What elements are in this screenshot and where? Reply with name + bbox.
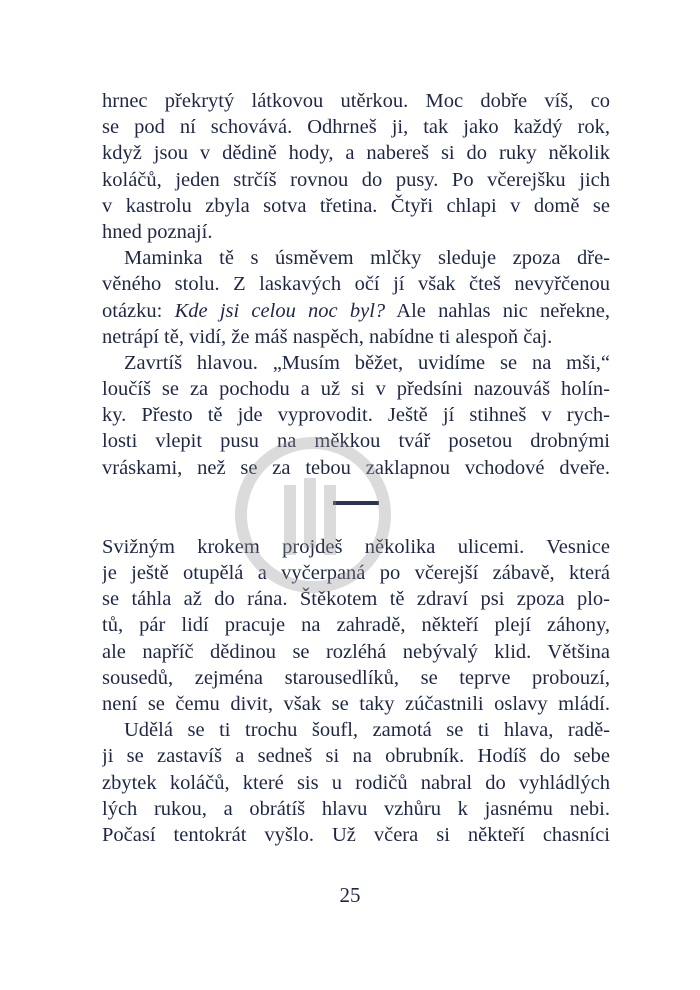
page-number: 25 bbox=[339, 883, 361, 907]
text-line: lých rukou, a obrátíš hlavu vzhůru k jasnému nebi. bbox=[102, 797, 610, 820]
text-line: zbytek koláčů, které sis u rodičů nabral do vyhládlých bbox=[102, 771, 610, 794]
text-line: vráskami, než se za tebou zaklapnou vchodové dveře. bbox=[102, 456, 610, 479]
text-line: tů, pár lidí pracuje na zahradě, někteří plejí záhony, bbox=[102, 614, 610, 637]
text-line: loučíš se za pochodu a už si v předsíni nazouváš holín- bbox=[102, 378, 610, 401]
text-line: věného stolu. Z laskavých očí jí však čteš nevyřčenou bbox=[102, 273, 610, 296]
text-line: když jsou v dědině hody, a nabereš si do ruky několik bbox=[102, 142, 610, 165]
text-line: se táhla až do rána. Štěkotem tě zdraví psi zpoza plo- bbox=[102, 588, 610, 611]
text-line: ji se zastavíš a sedneš si na obrubník. Hodíš do sebe bbox=[102, 745, 610, 768]
text-line: není se čemu divit, však se taky zúčastnili oslavy mládí. bbox=[102, 692, 610, 715]
text-line: hrnec překrytý látkovou utěrkou. Moc dobře víš, co bbox=[102, 90, 610, 112]
text-line: v kastrolu zbyla sotva třetina. Čtyři chlapi v domě se bbox=[102, 194, 610, 217]
text-line: se pod ní schovává. Odhrneš ji, tak jako každý rok, bbox=[102, 116, 610, 139]
text-line-question bbox=[102, 298, 610, 324]
text-line: netrápí tě, vidí, že máš naspěch, nabídne ti alespoň čaj. bbox=[102, 325, 553, 348]
watermark-icon bbox=[228, 430, 398, 600]
text-line: Maminka tě s úsměvem mlčky sleduje zpoza dře- bbox=[124, 247, 610, 270]
text-line: Zavrtíš hlavou. „Musím běžet, uvidíme se na mši,“ bbox=[124, 351, 610, 374]
text-line: hned poznají. bbox=[102, 220, 213, 243]
text-line: sousedů, zejména starousedlíků, se teprve probouzí, bbox=[102, 666, 610, 689]
text-line: ale napříč dědinou se rozléhá nebývalý klid. Většina bbox=[102, 640, 610, 663]
text-line: koláčů, jeden strčíš rovnou do pusy. Po včerejšku jich bbox=[102, 168, 610, 191]
question-prefix: otázku: bbox=[102, 299, 175, 322]
question-suffix: Ale nahlas nic neřekne, bbox=[385, 299, 610, 322]
text-line: Počasí tentokrát vyšlo. Už včera si někteří chasníci bbox=[102, 823, 610, 846]
text-line: je ještě otupělá a vyčerpaná po včerejší zábavě, která bbox=[102, 562, 610, 584]
text-line: ky. Přesto tě jde vyprovodit. Ještě jí stihneš v rych- bbox=[102, 404, 610, 427]
text-line: losti vlepit pusu na měkkou tvář posetou drobnými bbox=[102, 430, 610, 453]
section-1 bbox=[102, 88, 610, 481]
text-line: Svižným krokem projdeš několika ulicemi. Vesnice bbox=[102, 535, 610, 558]
text-line: Udělá se ti trochu šoufl, zamotá se ti hlava, radě- bbox=[124, 719, 610, 742]
question-italic: Kde jsi celou noc byl? bbox=[174, 299, 386, 322]
